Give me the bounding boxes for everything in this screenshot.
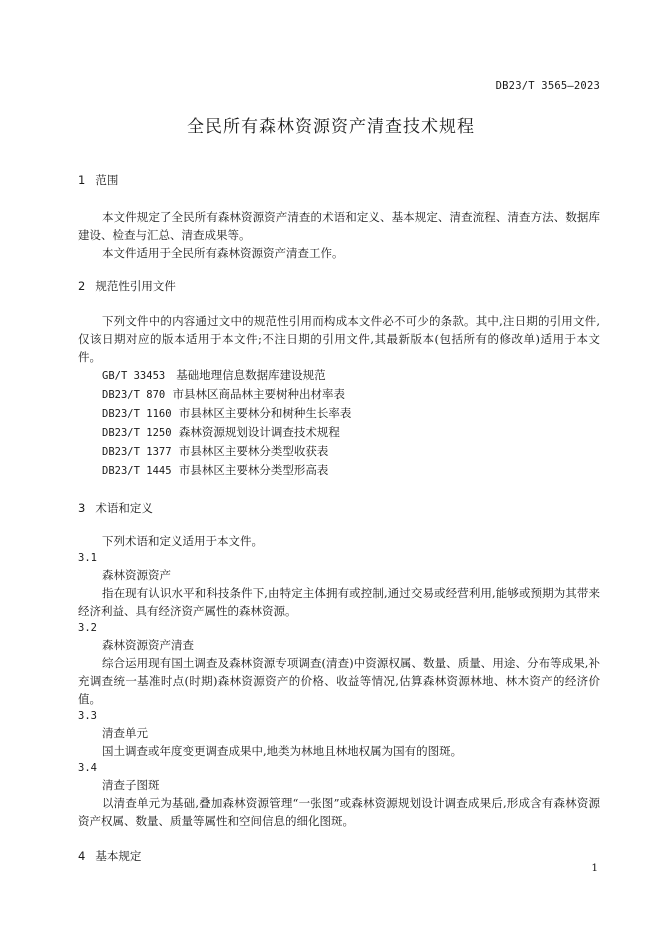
section-number: 2	[78, 279, 86, 293]
section-heading-scope	[78, 172, 600, 188]
reference-code: GB/T 33453	[102, 370, 166, 382]
section-title: 范围	[95, 173, 119, 187]
section-heading-normative-references	[78, 278, 600, 294]
reference-item	[78, 385, 600, 404]
term-number: 3.3	[78, 710, 97, 722]
reference-item	[78, 404, 600, 423]
document-body	[78, 172, 600, 864]
section-number: 3	[78, 501, 86, 515]
term-name: 清查单元	[102, 726, 148, 740]
section-number: 4	[78, 849, 86, 863]
standard-code: DB23/T 3565—2023	[495, 80, 600, 92]
section-number: 1	[78, 173, 86, 187]
term-definition: 国土调查或年度变更调查成果中,地类为林地且林地权属为国有的图斑。	[102, 744, 463, 758]
term-definition: 以清查单元为基础,叠加森林资源管理“一张图”或森林资源规划设计调查成果后,形成含有森林资源资产权属、数量、质量等属性和空间信息的细化图斑。	[78, 796, 600, 828]
reference-item	[78, 461, 600, 480]
reference-code: DB23/T 1377	[102, 446, 172, 458]
reference-title: 市县林区主要林分和树种生长率表	[178, 406, 352, 420]
reference-code: DB23/T 1160	[102, 408, 172, 420]
term-definition: 综合运用现有国土调查及森林资源专项调查(清查)中资源权属、数量、质量、用途、分布等成果,补充调查统一基准时点(时期)森林资源资产的价格、收益等情况,估算森林资源林地、林木资产的经济价值。	[78, 656, 600, 706]
term-name: 森林资源资产	[102, 568, 171, 582]
term-definition: 指在现有认识水平和科技条件下,由特定主体拥有或控制,通过交易或经营利用,能够或预期为其带来经济利益、具有经济资产属性的森林资源。	[78, 586, 600, 618]
reference-code: DB23/T 870	[102, 389, 166, 401]
document-title: 全民所有森林资源资产清查技术规程	[187, 117, 475, 137]
scope-paragraph-1: 本文件规定了全民所有森林资源资产清查的术语和定义、基本规定、清查流程、清查方法、数据库建设、检查与汇总、清查成果等。	[78, 210, 600, 242]
page-number: 1	[591, 862, 598, 874]
reference-title: 市县林区主要林分类型形高表	[178, 463, 329, 477]
term-number: 3.4	[78, 762, 97, 774]
reference-title: 基础地理信息数据库建设规范	[176, 368, 326, 382]
terms-intro: 下列术语和定义适用于本文件。	[102, 534, 263, 548]
reference-item	[78, 366, 600, 385]
term-number: 3.1	[78, 552, 97, 564]
section-title: 基本规定	[95, 849, 142, 863]
reference-title: 市县林区商品林主要树种出材率表	[172, 387, 346, 401]
reference-item	[78, 442, 600, 461]
section-heading-terms-and-definitions	[78, 500, 600, 516]
reference-code: DB23/T 1445	[102, 465, 172, 477]
reference-title: 森林资源规划设计调查技术规程	[178, 425, 340, 439]
term-number: 3.2	[78, 622, 97, 634]
reference-code: DB23/T 1250	[102, 427, 172, 439]
section-title: 术语和定义	[95, 501, 153, 515]
references-intro: 下列文件中的内容通过文中的规范性引用而构成本文件必不可少的条款。其中,注日期的引用文件,仅该日期对应的版本适用于本文件;不注日期的引用文件,其最新版本(包括所有的修改单)适用于本文件。	[78, 314, 600, 364]
term-name: 森林资源资产清查	[102, 638, 194, 652]
scope-paragraph-2: 本文件适用于全民所有森林资源资产清查工作。	[102, 246, 344, 260]
reference-item	[78, 423, 600, 442]
reference-title: 市县林区主要林分类型收获表	[178, 444, 329, 458]
term-name: 清查子图斑	[102, 778, 160, 792]
section-title: 规范性引用文件	[95, 279, 176, 293]
section-heading-basic-provisions	[78, 848, 600, 864]
